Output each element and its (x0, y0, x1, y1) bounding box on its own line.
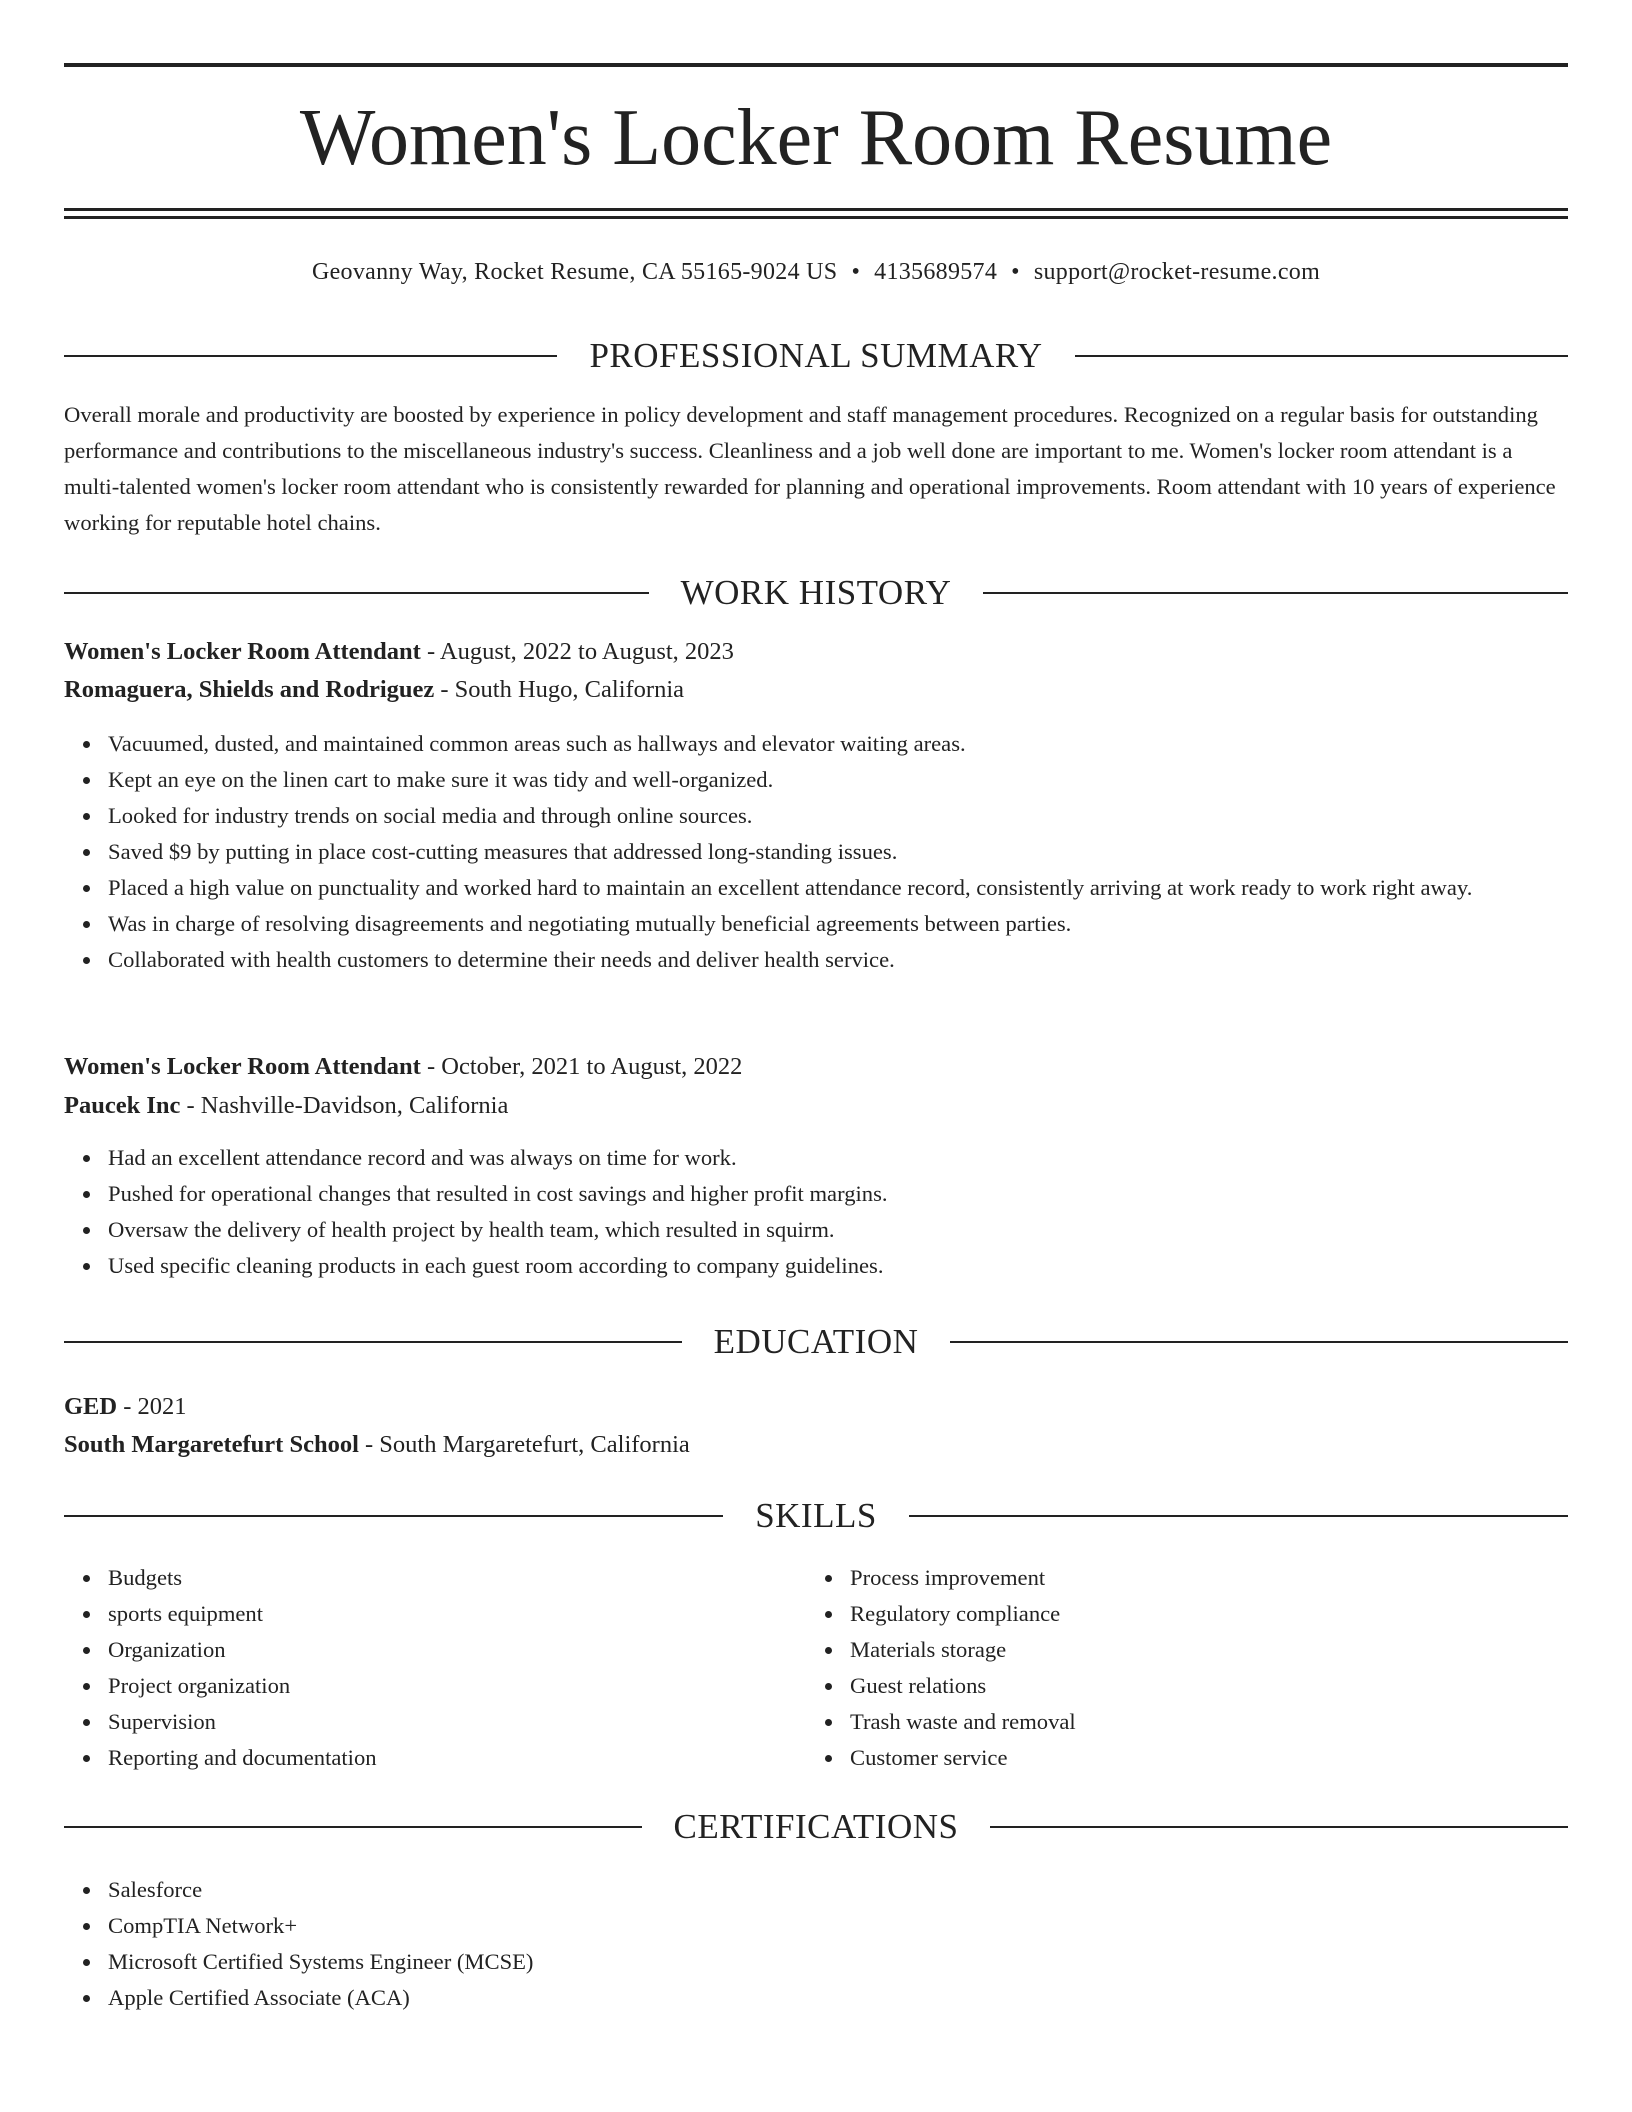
title-rule-upper (64, 208, 1568, 211)
work-history-heading (64, 571, 1568, 615)
heading-rule (950, 1341, 1568, 1343)
job-title-line (64, 1049, 1568, 1085)
job-company: Paucek Inc (64, 1092, 181, 1119)
list-item: Budgets (108, 1560, 1612, 1596)
education-heading (64, 1320, 1568, 1364)
heading-rule (909, 1515, 1568, 1517)
list-item: Organization (108, 1632, 1612, 1668)
section-title: CERTIFICATIONS (673, 1807, 959, 1846)
heading-rule (990, 1826, 1568, 1828)
summary-text: Overall morale and productivity are boosted by experience in policy development and staff management procedures. Recognized on a regular basis for outstanding performance and contributions to the miscellaneous industry's success. Cleanliness and a job well done are important to me. Women's locker room attendant is a multi-talented women's locker room attendant who is consistently rewarded for planning and operational improvements. Room attendant with 10 years of experience working for reputable hotel chains. (64, 402, 1556, 535)
job-duties-list (64, 726, 1612, 978)
education-year: - 2021 (117, 1393, 187, 1420)
heading-rule (983, 592, 1568, 594)
contact-line (64, 256, 1568, 288)
list-item: Supervision (108, 1704, 1612, 1740)
education-school: South Margaretefurt School (64, 1431, 359, 1458)
heading-rule (64, 1341, 682, 1343)
list-item: Used specific cleaning products in each guest room according to company guidelines. (108, 1248, 1612, 1284)
heading-rule (64, 592, 649, 594)
education-degree-line (64, 1389, 1568, 1425)
job-dates: - August, 2022 to August, 2023 (420, 638, 734, 665)
summary-heading (64, 334, 1568, 378)
section-title: PROFESSIONAL SUMMARY (589, 336, 1043, 375)
list-item: Placed a high value on punctuality and worked hard to maintain an excellent attendance record, consistently arriving at work ready to work right away. (108, 870, 1612, 906)
title-rule-lower (64, 216, 1568, 219)
job-title: Women's Locker Room Attendant (64, 638, 421, 665)
certifications-list (64, 1872, 1612, 2016)
job-company-line (64, 1088, 1568, 1124)
list-item: Looked for industry trends on social media and through online sources. (108, 798, 1612, 834)
section-title: WORK HISTORY (680, 573, 952, 612)
list-item: Guest relations (850, 1668, 1632, 1704)
education-school-line (64, 1427, 1568, 1463)
list-item: Had an excellent attendance record and was always on time for work. (108, 1140, 1612, 1176)
job-title-line (64, 634, 1568, 670)
contact-email: support@rocket-resume.com (1033, 259, 1321, 285)
list-item: Collaborated with health customers to determine their needs and deliver health service. (108, 942, 1612, 978)
top-rule (64, 63, 1568, 67)
list-item: Process improvement (850, 1560, 1632, 1596)
contact-separator: • (851, 259, 861, 285)
list-item: CompTIA Network+ (108, 1908, 1612, 1944)
list-item: Kept an eye on the linen cart to make sure it was tidy and well-organized. (108, 762, 1612, 798)
contact-separator: • (1011, 259, 1020, 285)
list-item: Microsoft Certified Systems Engineer (MCSE) (108, 1944, 1612, 1980)
resume-title: Women's Locker Room Resume (299, 94, 1333, 182)
heading-rule (1075, 355, 1568, 357)
section-title: SKILLS (755, 1496, 877, 1535)
list-item: Materials storage (850, 1632, 1632, 1668)
list-item: Pushed for operational changes that resulted in cost savings and higher profit margins. (108, 1176, 1612, 1212)
heading-rule (64, 1515, 723, 1517)
education-location: - South Margaretefurt, California (358, 1431, 690, 1458)
job-title: Women's Locker Room Attendant (64, 1053, 421, 1080)
skills-heading (64, 1494, 1568, 1538)
job-company-line (64, 672, 1568, 708)
list-item: Regulatory compliance (850, 1596, 1632, 1632)
job-dates: - October, 2021 to August, 2022 (420, 1053, 743, 1080)
heading-rule (64, 355, 557, 357)
list-item: Apple Certified Associate (ACA) (108, 1980, 1612, 2016)
education-degree: GED (64, 1393, 118, 1420)
job-location: - Nashville-Davidson, California (180, 1092, 509, 1119)
heading-rule (64, 1826, 642, 1828)
job-duties-list (64, 1140, 1612, 1284)
list-item: Saved $9 by putting in place cost-cutting measures that addressed long-standing issues. (108, 834, 1612, 870)
list-item: Customer service (850, 1740, 1632, 1776)
section-title: EDUCATION (713, 1322, 919, 1361)
job-company: Romaguera, Shields and Rodriguez (64, 676, 435, 703)
list-item: Trash waste and removal (850, 1704, 1632, 1740)
contact-address: Geovanny Way, Rocket Resume, CA 55165-9024 US (311, 259, 838, 285)
certifications-heading (64, 1805, 1568, 1849)
list-item: Was in charge of resolving disagreements and negotiating mutually beneficial agreements between parties. (108, 906, 1612, 942)
list-item: Vacuumed, dusted, and maintained common areas such as hallways and elevator waiting areas. (108, 726, 1612, 762)
job-location: - South Hugo, California (434, 676, 685, 703)
list-item: Oversaw the delivery of health project by health team, which resulted in squirm. (108, 1212, 1612, 1248)
skills-list-right (806, 1560, 1632, 1776)
list-item: Salesforce (108, 1872, 1612, 1908)
contact-phone: 4135689574 (874, 259, 998, 285)
list-item: sports equipment (108, 1596, 1612, 1632)
list-item: Reporting and documentation (108, 1740, 1612, 1776)
list-item: Project organization (108, 1668, 1612, 1704)
